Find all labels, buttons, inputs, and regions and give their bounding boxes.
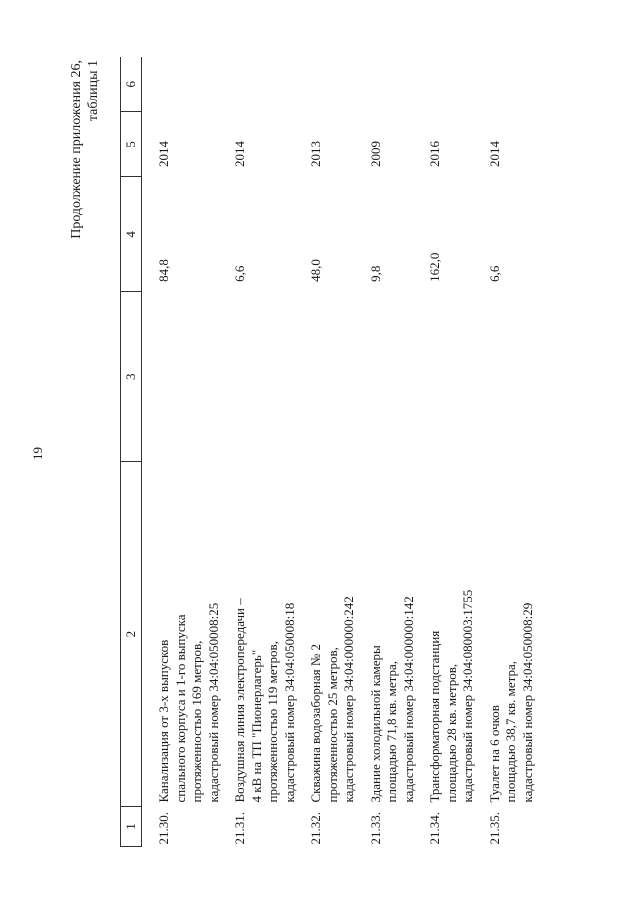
caption-line-2: таблицы 1 [86,60,101,122]
description-line: площадью 38,7 кв. метра, [503,660,518,803]
table-row [142,57,233,847]
column-header-3: 3 [121,292,142,462]
row-year: 2009 [367,140,383,167]
table-row [308,57,368,847]
row-col6 [308,57,368,112]
description-line: спального корпуса и 1-го выпуска [172,614,188,803]
row-area: 6,6 [486,265,502,282]
description-line: кадастровый номер 34:04:080003:1755 [460,589,475,803]
row-number: 21.31. [232,812,247,845]
row-description [368,462,428,807]
table-row [427,57,487,847]
table-caption [68,60,102,360]
row-col6 [142,57,233,112]
table-row [487,57,547,847]
row-area: 162,0 [427,252,442,282]
row-area: 6,6 [232,265,247,282]
row-description [308,462,368,807]
description-line: кадастровый номер 34:04:000000:142 [400,596,416,803]
row-year: 2014 [232,140,247,167]
column-header-2: 2 [121,462,142,807]
description-line: площадью 71,8 кв. метра, [384,660,399,803]
row-description [427,462,487,807]
row-col3 [487,292,547,462]
row-description [232,462,308,807]
row-number: 21.32. [308,812,323,845]
row-col3 [232,292,308,462]
description-line: протяженностью 119 метров, [265,641,280,803]
description-line: Трансформаторная подстанция [427,630,442,803]
row-col6 [487,57,547,112]
description-line: Скважина водозаборная № 2 [308,643,323,803]
row-area: 9,8 [367,265,383,282]
caption-line-1: Продолжение приложения 26, [69,60,84,239]
description-line: Канализация от 3-х выпусков [156,639,171,803]
row-area: 48,0 [308,259,323,282]
row-col6 [232,57,308,112]
row-col3 [368,292,428,462]
description-line: кадастровый номер 34:04:050008:25 [205,602,221,803]
row-year: 2014 [486,140,502,167]
column-header-6: 6 [121,57,142,112]
table-body [142,57,547,847]
page-number: 19 [30,447,45,460]
row-col6 [427,57,487,112]
column-header-5: 5 [121,112,142,177]
description-line: Здание холодильной камеры [367,645,383,803]
row-col6 [368,57,428,112]
row-number: 21.33. [367,812,383,845]
table-header [121,57,142,847]
description-line: Туалет на 6 очков [486,705,502,803]
row-number: 21.34. [427,812,442,845]
row-year: 2014 [156,140,171,167]
row-col3 [308,292,368,462]
description-line: кадастровый номер 34:04:050008:29 [519,602,535,803]
description-line: Воздушная линия электропередачи – [232,598,247,803]
column-header-4: 4 [121,177,142,292]
description-line: кадастровый номер 34:04:000000:242 [341,596,356,803]
row-col3 [427,292,487,462]
row-description [487,462,547,807]
column-header-1: 1 [121,807,142,847]
row-year: 2013 [308,140,323,167]
table-row [232,57,308,847]
row-year: 2016 [427,140,442,167]
table-row [368,57,428,847]
property-table [120,57,546,847]
row-col3 [142,292,233,462]
description-line: площадью 28 кв. метров, [443,663,459,803]
row-number: 21.35. [486,812,502,845]
description-line: кадастровый номер 34:04:050008:18 [281,602,297,803]
description-line: 4 кВ на ТП "Пионерлагерь" [248,649,264,803]
row-description [142,462,233,807]
row-number: 21.30. [156,812,171,845]
description-line: протяженностью 169 метров, [189,640,204,803]
description-line: протяженностью 25 метров, [324,647,340,803]
row-area: 84,8 [156,259,171,282]
